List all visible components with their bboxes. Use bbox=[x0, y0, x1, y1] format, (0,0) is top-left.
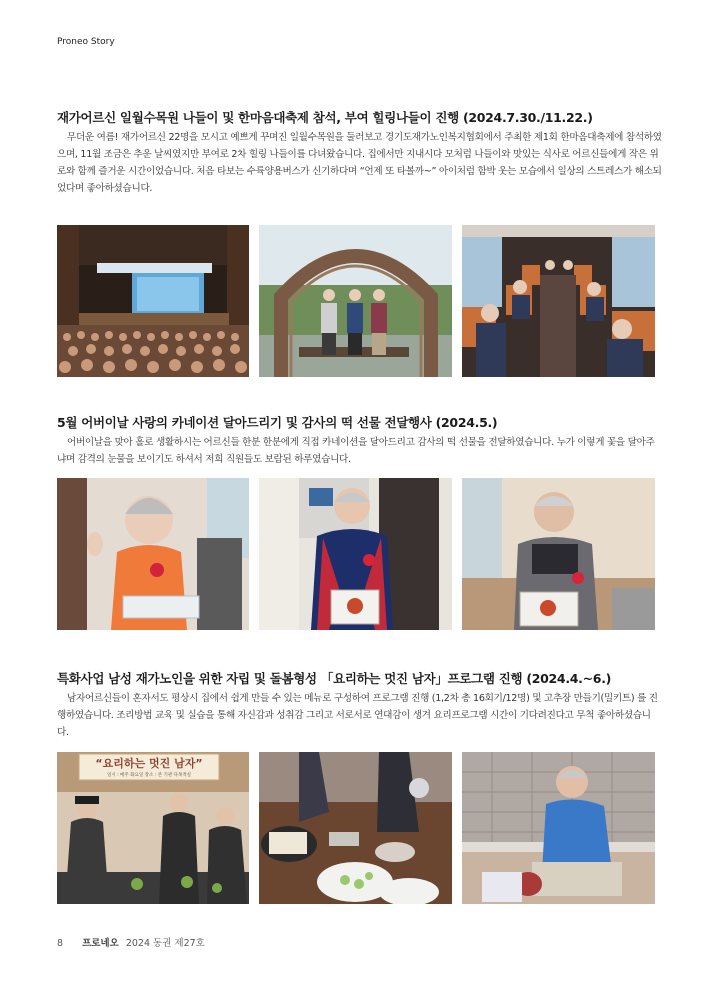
section-body: 남자어르신들이 혼자서도 평상시 집에서 쉽게 만들 수 있는 메뉴로 구성하여 프로그램 진행 (1,2차 총 16회기/12명) 및 고추장 만들기(밀키트) 를 진행하였습니다. 조리방법 교육 및 실습을 통해 자신감과 성취감 그리고 서로서로 연대감이 생겨 요리프로그램 시간이 기다려진다고 무척 좋아하셨습니다. bbox=[57, 693, 658, 738]
section-title: 재가어르신 일월수목원 나들이 및 한마음대축제 참석, 부여 힐링나들이 진행 (2024.7.30./11.22.) bbox=[57, 110, 593, 125]
section-title: 특화사업 남성 재가노인을 위한 자립 및 돌봄형성 「요리하는 멋진 남자」프로그램 진행 (2024.4.~6.) bbox=[57, 671, 612, 686]
section-title: 5월 어버이날 사랑의 카네이션 달아드리기 및 감사의 떡 선물 전달행사 (2024.5.) bbox=[57, 415, 498, 430]
section-body: 무더운 여름! 재가어르신 22명을 모시고 예쁘게 꾸며진 일월수목원을 둘러보고 경기도재가노인복지협회에서 주최한 제1회 한마음대축제에 참석하였으며, 11월 조금은 추운 날씨였지만 부여로 2차 힐링 나들이를 다녀왔습니다. 집에서만 지내시다 모처럼 나들이와 맛있는 식사로 어르신들에게 작은 위로와 함께 즐거운 시간이었습니다. 처음 타보는 수륙양용버스가 신기하다며 “언제 또 타볼까~” 아이처럼 함박 웃는 모습에서 일상의 스트레스가 해소되었다며 좋아하셨습니다. bbox=[57, 132, 662, 194]
photo-grandfather-gift bbox=[259, 478, 452, 630]
page-footer bbox=[57, 935, 205, 949]
section-body: 어버이날을 맞아 홀로 생활하시는 어르신들 한분 한분에게 직접 카네이션을 달아드리고 감사의 떡 선물을 전달하였습니다. 누가 이렇게 꽃을 달아주냐며 감격의 눈물을 보이기도 하셔서 저희 직원들도 보람된 하루였습니다. bbox=[57, 437, 655, 465]
section-outing bbox=[57, 108, 662, 197]
photo-arboretum-arch bbox=[259, 225, 452, 377]
photo-bus-interior bbox=[462, 225, 655, 377]
footer-issue: 2024 동권 제27호 bbox=[125, 938, 205, 949]
footer-brand: 프로네오 bbox=[82, 938, 119, 949]
page-number: 8 bbox=[57, 938, 64, 949]
banner-title: “요리하는 멋진 남자” bbox=[95, 757, 203, 770]
section-parents-day bbox=[57, 413, 662, 468]
photo-grandmother-carnation bbox=[57, 478, 249, 630]
photo-festival-hall bbox=[57, 225, 249, 377]
section-cooking-program bbox=[57, 669, 662, 741]
photo-cooking-class-banner bbox=[57, 752, 249, 904]
photo-cooking-table bbox=[259, 752, 452, 904]
banner-subtitle: 일시 : 매주 화요일 장소 : 본 기관 다목적실 bbox=[106, 773, 192, 778]
photo-grandfather-home bbox=[462, 478, 655, 630]
running-header: Proneo Story bbox=[57, 37, 115, 47]
photo-man-cooking-home bbox=[462, 752, 655, 904]
